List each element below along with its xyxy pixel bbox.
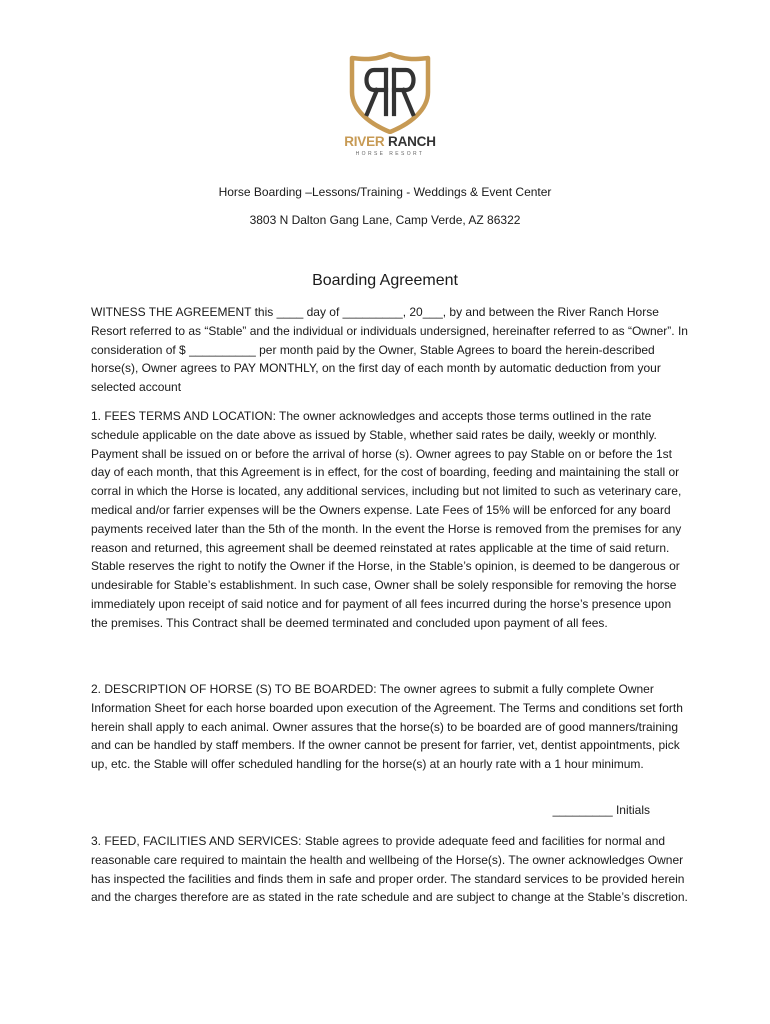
logo-wordmark bbox=[330, 134, 450, 149]
horse-description-paragraph: 2. DESCRIPTION OF HORSE (S) TO BE BOARDED: The owner agrees to submit a fully complete Owner Information Sheet for each horse boarded upon execution of the Agreement. The Terms and conditions set forth herein shall apply to each animal. Owner assures that the horse(s) to be boarded are of good manners/training and can be handled by staff members. If the owner cannot be present for farrier, vet, dentist appointments, pick up, etc. the Stable will offer scheduled handling for the horse(s) at an hourly rate with a 1 hour minimum. bbox=[91, 682, 683, 772]
initials-line: _________ Initials bbox=[552, 803, 650, 817]
document-title: Boarding Agreement bbox=[312, 272, 458, 289]
logo-name-ranch: RANCH bbox=[388, 134, 436, 149]
shield-logo-icon bbox=[330, 52, 450, 134]
river-ranch-logo bbox=[330, 52, 450, 160]
feed-facilities-paragraph: 3. FEED, FACILITIES AND SERVICES: Stable agrees to provide adequate feed and facilities for normal and reasonable care required to maintain the health and wellbeing of the Horse(s). The owner acknowledges Owner has inspected the facilities and finds them in safe and proper order. The standard services to be provided herein and the charges therefore are as stated in the rate schedule and are subject to change at the Stable’s discretion. bbox=[91, 834, 688, 905]
logo-subtitle: HORSE RESORT bbox=[355, 151, 425, 157]
fees-terms-paragraph: 1. FEES TERMS AND LOCATION: The owner acknowledges and accepts those terms outlined in the rate schedule applicable on the date above as issued by Stable, whether said rates be daily, weekly or monthly. Payment shall be issued on or before the arrival of horse (s). Owner agrees to pay Stable on or before the 1st day of each month, that this Agreement is in effect, for the cost of boarding, feeding and maintaining the stall or corral in which the Horse is located, any additional services, including but not limited to such as veterinary care, medical and/or farrier expenses will be the Owners expense. Late Fees of 15% will be enforced for any board payments received later than the 5th of the month. In the event the Horse is removed from the premises for any reason and returned, this agreement shall be deemed reinstated at rates applicable at the time of said return. Stable reserves the right to notify the Owner if the Horse, in the Stable’s opinion, is deemed to be dangerous or undesirable for Stable’s establishment. In such case, Owner shall be solely responsible for removing the horse immediately upon receipt of said notice and for payment of all fees incurred during the horse’s presence upon the premises. This Contract shall be deemed terminated and concluded upon payment of all fees. bbox=[91, 409, 682, 630]
header-address: 3803 N Dalton Gang Lane, Camp Verde, AZ 86322 bbox=[249, 213, 521, 227]
witness-paragraph: WITNESS THE AGREEMENT this ____ day of _________, 20___, by and between the River Ranch Horse Resort referred to as “Stable” and the individual or individuals undersigned, hereinafter referred to as “Owner”. In consideration of $ __________ per month paid by the Owner, Stable Agrees to board the herein-described horse(s), Owner agrees to PAY MONTHLY, on the first day of each month by automatic deduction from your selected account bbox=[91, 305, 688, 395]
logo-name-river: RIVER bbox=[344, 134, 385, 149]
header-tagline: Horse Boarding –Lessons/Training - Weddings & Event Center bbox=[218, 185, 552, 199]
